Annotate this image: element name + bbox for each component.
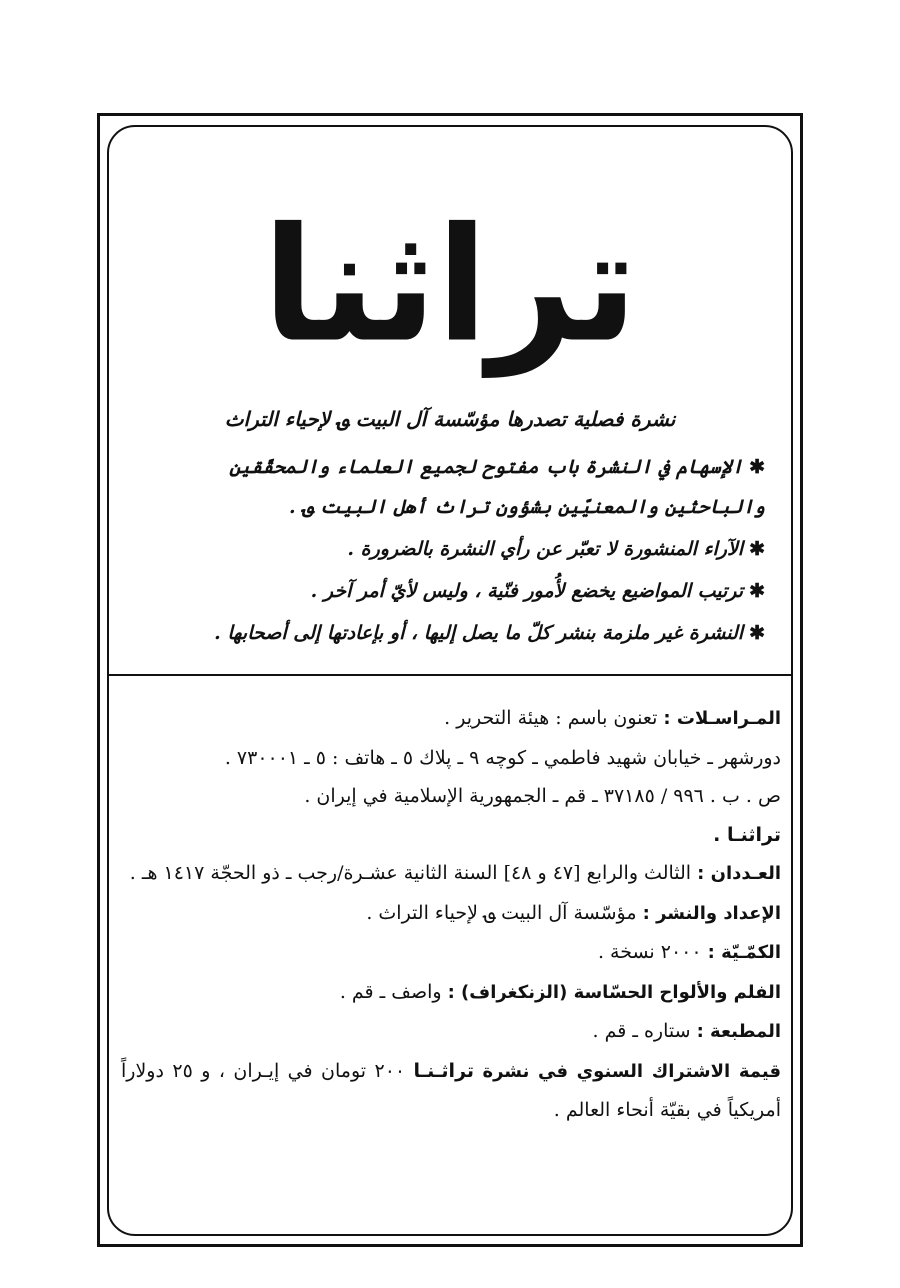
press-label: المطبعة :: [696, 1021, 781, 1042]
quantity-value: ٢٠٠٠ نسخة .: [597, 941, 702, 963]
film-label: الفلم والألواح الحسّاسة (الزنكغراف) :: [447, 981, 781, 1003]
issues-value: الثالث والرابع [٤٧ و ٤٨] السنة الثانية عشـرة/رجب ـ ذو الحجّة ١٤١٧ هـ .: [129, 862, 692, 884]
po-box-line: ص . ب . ٩٩٦ / ٣٧١٨٥ ـ قم ـ الجمهورية الإسلامية في إيران .: [304, 785, 781, 807]
issues-line: [121, 854, 781, 894]
asterisk-bullet-icon: ✱: [749, 456, 765, 478]
asterisk-bullet-icon: ✱: [749, 622, 765, 644]
policy-text: ترتيب المواضيع يخضع لأُمور فنّية ، وليس لأيّ أمر آخر .: [310, 580, 744, 602]
brand-line: تراثنـا .: [713, 823, 781, 846]
page-inner-border: [107, 125, 793, 1236]
policy-text: الإسهام في النشرة باب مفتوح لجميع العلماء والمحقّقين والباحثين والمعنيّين بشؤون تراث أهل البيت ؈ .: [229, 456, 765, 518]
publisher-label: الإعداد والنشر :: [642, 902, 781, 924]
asterisk-bullet-icon: ✱: [749, 538, 765, 560]
correspondence-label: المـراسـلات :: [663, 708, 781, 729]
publisher-value: مؤسّسة آل البيت ؈ لإحياء التراث .: [366, 901, 637, 924]
film-line: [121, 973, 781, 1013]
publication-info: [121, 699, 781, 1130]
quantity-line: [121, 933, 781, 973]
issues-label: العـددان :: [697, 863, 781, 884]
policy-text: النشرة غير ملزمة بنشر كلّ ما يصل إليها ، أو بإعادتها إلى أصحابها .: [214, 622, 744, 644]
editorial-policies: [123, 447, 765, 655]
press-line: [121, 1012, 781, 1052]
masthead-title: تراثنا: [262, 194, 638, 378]
correspondence-value: تعنون باسم : هيئة التحرير .: [444, 707, 658, 729]
subscription-label: قيمة الاشتراك السنوي في نشرة: [482, 1060, 781, 1082]
press-value: ستاره ـ قم .: [592, 1020, 691, 1042]
subscription-line: [121, 1052, 781, 1130]
correspondence-line: [121, 699, 781, 739]
quantity-label: الكمّـيّة :: [707, 942, 781, 963]
policy-item: [123, 447, 765, 527]
asterisk-bullet-icon: ✱: [749, 580, 765, 602]
publisher-line: [121, 894, 781, 934]
subscription-value: ٢٠٠ تومان في إيـران ، و ٢٥ دولاراً أمريكياً في بقيّة أنحاء العالم .: [121, 1059, 781, 1121]
film-value: واصف ـ قم .: [339, 980, 442, 1003]
policy-item: [123, 571, 765, 611]
subscription-brand: تراثـنـا: [413, 1059, 475, 1082]
address-line: دورشهر ـ خيابان شهيد فاطمي ـ كوچه ٩ ـ پلاك ٥ ـ هاتف : ٥ ـ ٧٣٠٠٠١ .: [224, 746, 781, 769]
policy-item: [123, 529, 765, 569]
page-outer-border: [97, 113, 803, 1247]
publication-subtitle: نشرة فصلية تصدرها مؤسّسة آل البيت ؈ لإحياء التراث: [224, 407, 676, 431]
policy-text: الآراء المنشورة لا تعبّر عن رأي النشرة بالضرورة .: [347, 538, 744, 560]
policy-item: [123, 613, 765, 653]
section-divider: [109, 674, 791, 676]
